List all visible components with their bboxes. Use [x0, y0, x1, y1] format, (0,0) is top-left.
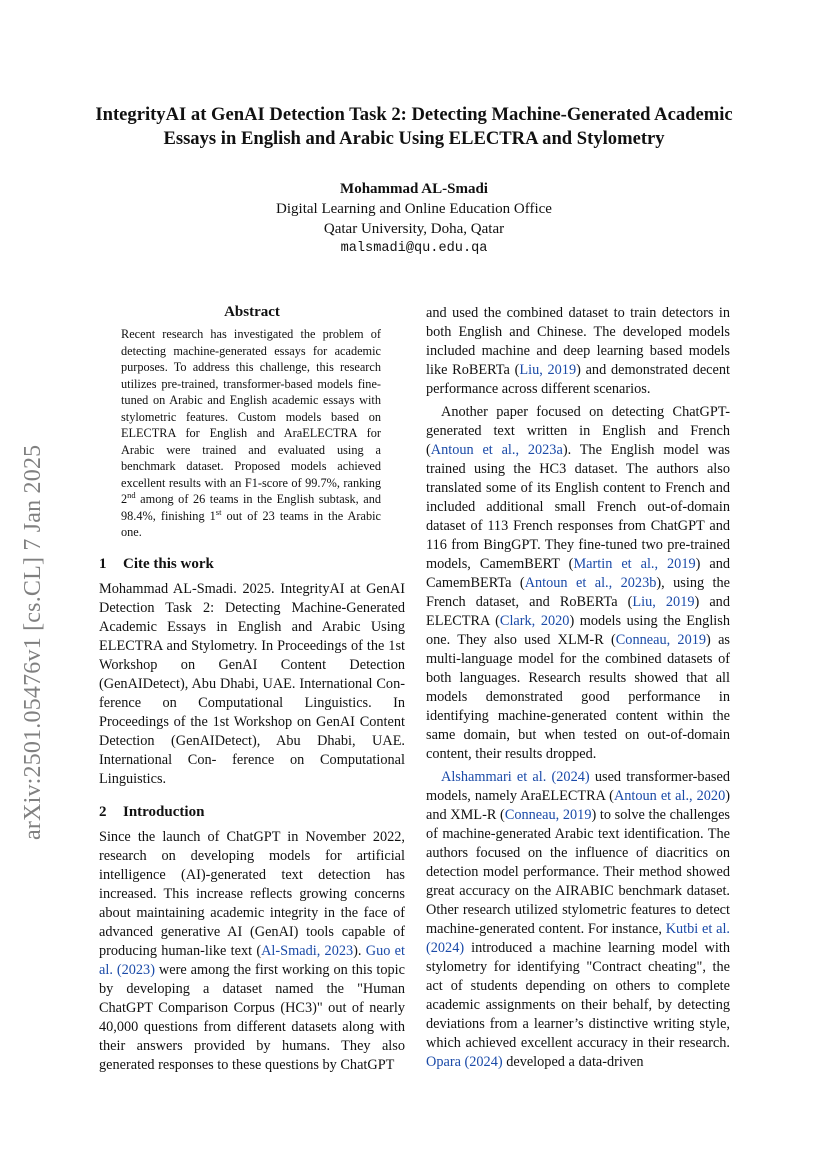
author-name: Mohammad AL-Smadi — [340, 181, 488, 197]
arxiv-identifier-stamp: arXiv:2501.05476v1 [cs.CL] 7 Jan 2025 — [20, 444, 46, 840]
citation-link[interactable]: Antoun et al., 2023b — [524, 575, 657, 591]
right-column — [426, 304, 730, 1072]
paper-title: IntegrityAI at GenAI Detection Task 2: Detecting Machine-Generated Academic Essays in English and Arabic Using ELECTRA and Stylometry — [95, 104, 733, 149]
text-run: Another paper focused on detecting ChatGPT-generated text written in English and French ( — [426, 404, 730, 458]
section-title: Introduction — [123, 803, 205, 820]
citation-link[interactable]: Kutbi et al. (2024) — [426, 921, 730, 956]
text-run: ) and XML-R ( — [426, 788, 730, 823]
citation-link[interactable]: Martin et al., 2019 — [573, 556, 696, 572]
author-affiliation-office: Digital Learning and Online Education Office — [276, 201, 552, 217]
text-run: ) to solve the challenges of machine-generated Arabic text identification. The authors focused on the influence of diacritics on detection model performance. Their method showed great accuracy on the AIRABIC benchmark dataset. Other research utilized stylometric features to detect machine-generated content. For instance, — [426, 807, 730, 937]
section-number: 1 — [99, 555, 107, 572]
section-title: Cite this work — [123, 555, 214, 572]
section-heading-introduction — [99, 802, 405, 822]
citation-link[interactable]: Guo et al. (2023) — [99, 942, 405, 978]
citation-link[interactable]: Conneau, 2019 — [615, 632, 707, 648]
citation-link[interactable]: Al-Smadi, 2023 — [261, 942, 354, 959]
left-column — [99, 302, 405, 1075]
text-run: Since the launch of ChatGPT in November 2022, research on developing models for artificial intelligence (AI)-generated text detection has increased. This increase reflects growing concerns about maintaining academic integrity in the face of advanced generative AI (GenAI) tools capable of producing human-like text ( — [99, 828, 405, 959]
text-run: ) models using the English one. They also used XLM-R ( — [426, 613, 730, 648]
citation-link[interactable]: Antoun et al., 2023a — [430, 442, 563, 458]
abstract-text-part-2: among of 26 teams in the English subtask, and 98.4%, finishing 1 — [121, 492, 381, 523]
text-run: developed a data-driven — [502, 1054, 644, 1070]
text-run: and used the combined dataset to train detectors in both English and Chinese. The developed models included machine and deep learning based models like RoBERTa ( — [426, 305, 730, 378]
related-work-paragraph-2 — [426, 403, 730, 764]
citation-link[interactable]: Alshammari et al. (2024) — [441, 769, 590, 785]
text-run: ). The English model was trained using the HC3 dataset. The authors also translated some of its English content to French and included additional small French out-of-domain dataset of 113 French responses from ChatGPT and 116 from BingGPT. They fine-tuned two pre-trained models, CamemBERT ( — [426, 442, 730, 572]
text-run: ) and ELECTRA ( — [426, 594, 730, 629]
abstract-text — [121, 326, 381, 541]
abstract-superscript-st: st — [215, 506, 222, 517]
abstract-text-part-3: out of 23 teams in the Arabic one. — [121, 508, 381, 539]
citation-link[interactable]: Liu, 2019 — [632, 594, 695, 610]
abstract-superscript-nd: nd — [127, 489, 136, 500]
section-number: 2 — [99, 803, 107, 820]
text-run: ) as multi-language model for the combined datasets of both languages. Research results showed that all models demonstrated good performance in identifying machine-generated content within the same domain, but when tested on out-of-domain content, their results dropped. — [426, 632, 730, 762]
citation-link[interactable]: Conneau, 2019 — [504, 807, 592, 823]
citation-link[interactable]: Clark, 2020 — [499, 613, 570, 629]
text-run: ), using the French dataset, and RoBERTa ( — [426, 575, 730, 610]
related-work-paragraph-3 — [426, 768, 730, 1072]
abstract-text-part-1: Recent research has investigated the problem of detecting machine-generated essays for academic purposes. To address this challenge, this research utilizes pre-trained, transformer-based models fine-tuned on Arabic and English academic essays with stylometric features. Custom models based on ELECTRA for English and AraELECTRA for Arabic were trained and evaluated using a benchmark dataset. Proposed models achieved excellent results with an F1-score of 99.7%, ranking 2 — [121, 327, 381, 506]
text-run: ) and CamemBERTa ( — [426, 556, 731, 591]
author-email: malsmadi@qu.edu.qa — [340, 241, 488, 256]
citation-link[interactable]: Liu, 2019 — [519, 362, 577, 378]
text-run: ) and demonstrated decent performance across different scenarios. — [426, 362, 730, 397]
text-run: were among the first working on this topic by developing a dataset named the "Human ChatGPT Comparison Corpus (HC3)" out of nearly 40,000 questions from different datasets along with their answers provided by humans. They also generated responses to these questions by ChatGPT — [99, 961, 405, 1073]
cite-this-work-paragraph: Mohammad AL-Smadi. 2025. IntegrityAI at GenAI Detection Task 2: Detecting Machine-Generated Academic Essays in English and Arabic Using ELECTRA and Stylometry. In Proceedings of the 1st Workshop on GenAI Content Detection (GenAIDetect), Abu Dhabi, UAE. International Con- ference on Computational Linguistics. In Proceedings of the 1st Workshop on GenAI Content Detection (GenAIDetect), Abu Dhabi, UAE. International Con- ference on Computational Linguistics. — [99, 580, 405, 787]
related-work-paragraph-1 — [426, 304, 730, 399]
text-run: introduced a machine learning model with stylometry for identifying "Contract cheating", the act of students depending on others to complete academic assignments on their behalf, by detecting deviations from a learner’s distinctive writing style, which achieved excellent accuracy in their research. — [426, 940, 730, 1051]
section-heading-cite — [99, 554, 405, 574]
citation-link[interactable]: Antoun et al., 2020 — [613, 788, 726, 804]
introduction-paragraph — [99, 828, 405, 1075]
author-affiliation-university: Qatar University, Doha, Qatar — [323, 221, 505, 237]
citation-link[interactable]: Opara (2024) — [426, 1054, 503, 1070]
author-block — [100, 179, 728, 259]
text-run: used transformer-based models, namely AraELECTRA ( — [426, 769, 730, 804]
abstract-heading: Abstract — [224, 304, 280, 320]
text-run: ). — [353, 942, 366, 959]
